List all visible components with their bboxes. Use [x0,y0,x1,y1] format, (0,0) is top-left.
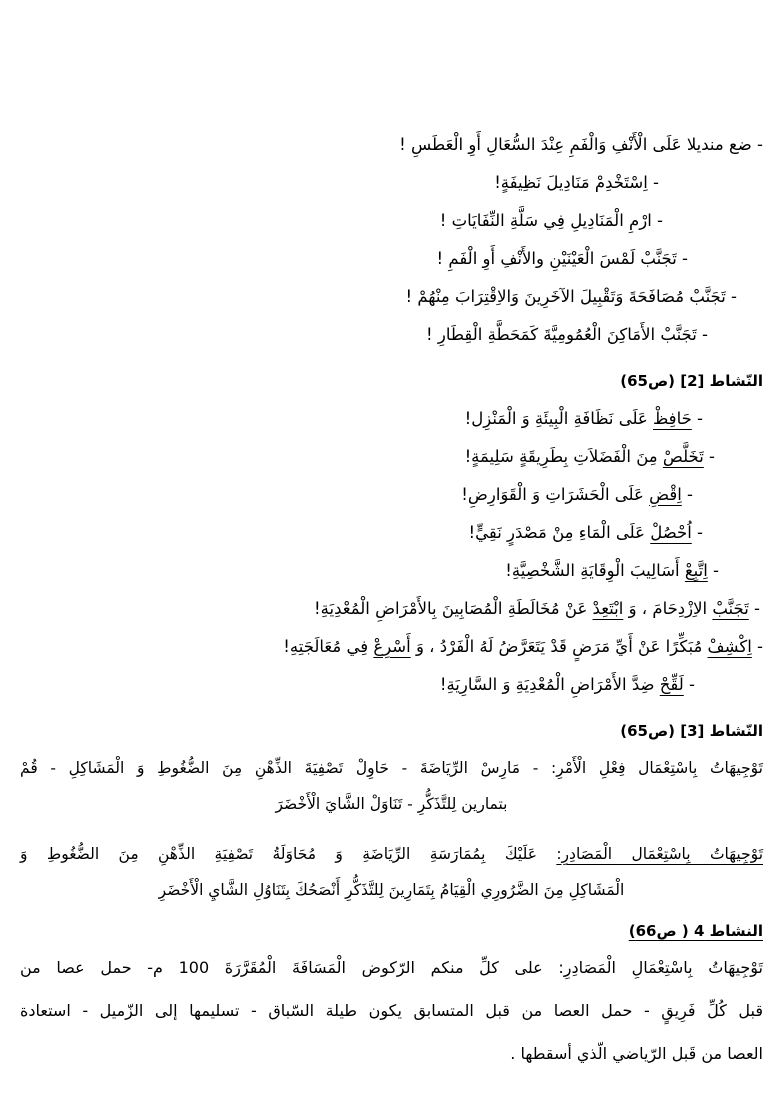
activity-2-header: النّشاط [2] (ص65) [620,372,763,390]
prevention-instructions-list [20,126,763,354]
list-item: - تَخَلَّصْ مِنَ الْفَضَلاَتِ بِطَرِيقَةٍ سَلِيمَةٍ! [464,447,715,466]
activity-3-masdar-paragraph [20,836,763,908]
list-item: - لَقِّحْ ضِدَّ الأَمْرَاضِ الْمُعْدِيَةِ وَ السَّارِيَةِ! [439,675,695,694]
list-item: - تَجَنَّبْ لَمْسَ الْعَيْنَيْنِ والأَنْفِ أَوِ الْفَمِ ! [436,249,688,268]
list-item: - تَجَنَّبْ مُصَافَحَةَ وَتَقْبِيلَ الآخَرِينَ وَالاِقْتِرَابَ مِنْهُمْ ! [405,287,737,306]
paragraph-line: العصا من قَبل الرّياضي الّذي أسقطها . [510,1044,763,1063]
activity-4-paragraph [20,946,763,1075]
activity-3-header: النّشاط [3] (ص65) [620,722,763,740]
list-item: - اُحْصُلْ عَلَى الْمَاءِ مِنْ مَصْدَرٍ نَقِيٍّ! [468,523,703,542]
list-item: - اِتَّبِعْ أَسَالِيبَ الْوِقَايَةِ الشَّخْصِيَّةِ! [505,561,719,580]
paragraph-line: الْمَشَاكِلِ مِنَ الضَّرُورِي الْقِيَامُ بِتَمَارِينَ لِلتَّذَكُّرِ أَنْصَحُكَ بِتَنَاوُلِ الشَّايِ الْأَخْضَرِ [158,881,625,899]
activity-2-list [20,400,763,704]
list-item: - اِكْشِفْ مُبَكِّرًا عَنْ أَيِّ مَرَضٍ قَدْ يَتَعَرَّضُ لَهُ الْفَرْدُ ، وَ أَسْرِعْ فِي مُعَالَجَتِهِ! [283,637,763,656]
activity-3-imperative-paragraph [20,750,763,822]
list-item: - اِسْتَخْدِمْ مَنَادِيلَ نَظِيفَةٍ! [494,173,659,192]
activity-4-header [20,922,763,940]
paragraph-line: تَوْجِيهَاتُ بِاسْتِعْمَال فِعْلِ الْأَمْرِ: - مَارِسْ الرِّيَاضَةَ - حَاوِلْ تَصْفِيَةَ الذِّهْنِ مِنَ الضُّغُوطِ وَ الْمَشَاكِلِ - قُمْ [20,759,763,777]
list-item: - تَجَنَّبْ الأَمَاكِنَ الْعُمُومِيَّةَ كَمَحَطَّةِ الْقِطَارِ ! [426,325,708,344]
activity-4-header-text: النشاط 4 ( ص66) [628,922,763,940]
paragraph-line: بتمارين لِلتَّذَكُّرِ - تَنَاوَلْ الشَّايَ الْأَخْضَرَ [275,795,508,813]
list-item: - اِقْضِ عَلَى الْحَشَرَاتِ وَ الْقَوَارِضِ! [461,485,693,504]
list-item: - تَجَنَّبْ الاِزْدِحَامَ ، وَ ابْتَعِدْ عَنْ مُخَالَطَةِ الْمُصَابِينَ بِالأَمْرَاضِ الْمُعْدِيَةِ! [314,599,760,618]
list-item: - ارْمِ الْمَنَادِيلِ فِي سَلَّةِ النِّفَايَاتِ ! [439,211,663,230]
paragraph-line: قبل كُلِّ فَرِيقٍ - حمل العصا من قبل المتسابق يكون طيلة السّباق - تسليمها إلى الزّميل - استعادة [20,1001,763,1020]
list-item: - حَافِظْ عَلَى نَظَافَةِ الْبِيئَةِ وَ الْمَنْزِل! [464,409,703,428]
paragraph-line: تَوْجِيهَاتُ بِاسْتِعْمَال الْمَصَادِرِ: عَلَيْكَ بِمُمَارَسَةِ الرِّيَاضَةِ وَ مُحَاوَلَةُ تَصْفِيَةِ الذِّهْنِ مِنَ الضُّغُوطِ وَ [20,845,764,863]
paragraph-line: تَوْجِيهَاتُ بِاسْتِعْمَالِ الْمَصَادِرِ: على كلِّ منكم الرّكوض الْمَسَافَةَ الْمُقَرَّرَةَ 100 م- حمل عصا من [20,958,764,977]
list-item: - ضع منديلا عَلَى الْأَنْفِ وَالْفَمِ عِنْدَ السُّعَالِ أَوِ الْعَطَسِ ! [399,135,763,154]
